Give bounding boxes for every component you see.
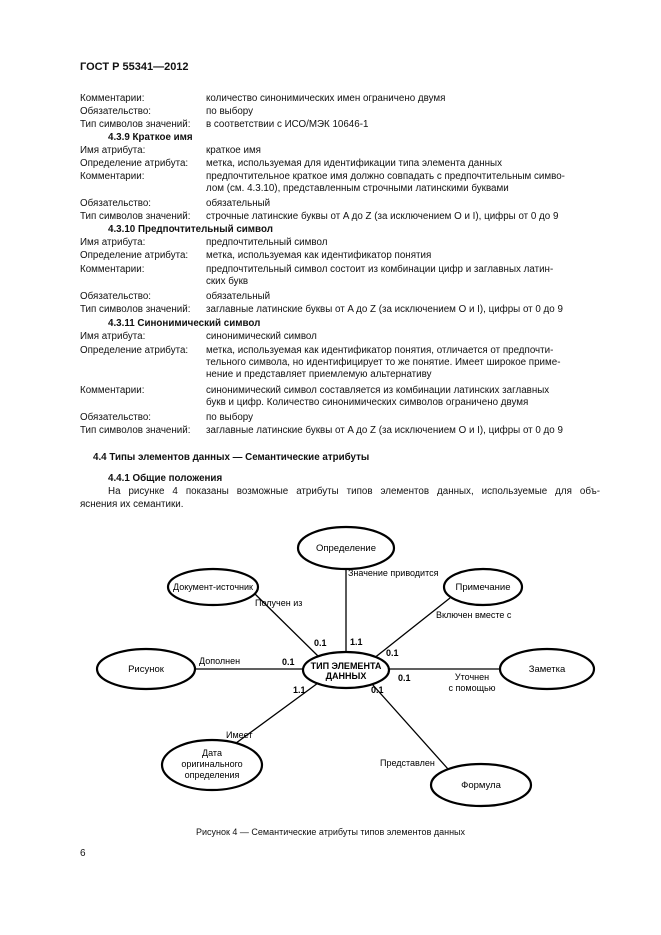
attr-value: строчные латинские буквы от A до Z (за исключением O и I), цифры от 0 до 9 [206, 211, 559, 222]
attr-value: заглавные латинские буквы от A до Z (за исключением O и I), цифры от 0 до 9 [206, 304, 563, 315]
node-original-date-label: определения [184, 770, 240, 780]
node-definition-label: Определение [315, 543, 377, 554]
edge-label: Уточнен [454, 672, 490, 682]
attr-value: метка, используемая как идентификатор понятия, отличается от предпочти- [206, 345, 554, 356]
node-figure-label: Рисунок [128, 664, 164, 675]
edge-label: Значение приводится [348, 568, 439, 578]
attr-value: по выбору [206, 412, 254, 423]
section-title-4-3-9: 4.3.9 Краткое имя [108, 132, 193, 143]
attr-value: заглавные латинские буквы от A до Z (за исключением O и I), цифры от 0 до 9 [206, 425, 563, 436]
attr-label: Имя атрибута: [80, 145, 146, 156]
node-source-doc-label: Документ-источник [173, 582, 253, 592]
edge-label: Включен вместе с [436, 610, 512, 620]
attr-value: в соответствии с ИСО/МЭК 10646-1 [206, 119, 369, 130]
attr-label: Тип символов значений: [80, 425, 191, 436]
attr-value: тельного символа, но идентифицирует то же понятие. Имеет широкое приме- [206, 357, 561, 368]
section-title-4-4: 4.4 Типы элементов данных — Семантические атрибуты [93, 452, 370, 463]
attr-label: Комментарии: [80, 264, 145, 275]
attr-label: Тип символов значений: [80, 119, 191, 130]
attr-label: Тип символов значений: [80, 211, 191, 222]
attr-value: краткое имя [206, 145, 261, 156]
section-title-4-3-10: 4.3.10 Предпочтительный символ [108, 224, 273, 235]
node-original-date-label: Дата [202, 748, 222, 758]
attr-value: предпочтительный символ [206, 237, 328, 248]
attr-value: метка, используемая для идентификации типа элемента данных [206, 158, 502, 169]
figure-caption: Рисунок 4 — Семантические атрибуты типов элементов данных [195, 827, 466, 837]
page-number: 6 [80, 848, 86, 859]
attr-value: количество синонимических имен ограничено двумя [206, 93, 446, 104]
multiplicity: 1.1 [293, 685, 306, 695]
node-formula-label: Формула [461, 780, 501, 791]
attr-value: синонимический символ составляется из комбинации латинских заглавных [206, 385, 550, 396]
section-title-4-4-1: 4.4.1 Общие положения [108, 473, 223, 484]
attr-label: Обязательство: [80, 198, 152, 209]
attr-label: Определение атрибута: [80, 250, 189, 261]
attr-value: предпочтительное краткое имя должно совпадать с предпочтительным симво- [206, 171, 565, 182]
attr-value: обязательный [206, 198, 271, 209]
edge-label: Получен из [255, 598, 303, 608]
attr-value: букв и цифр. Количество синонимических символов ограничено двумя [206, 397, 529, 408]
multiplicity: 0.1 [282, 657, 295, 667]
multiplicity: 0.1 [371, 685, 384, 695]
attr-label: Обязательство: [80, 291, 152, 302]
attr-value: метка, используемая как идентификатор понятия [206, 250, 432, 261]
attr-value: ских букв [206, 276, 249, 287]
edge-label: с помощью [448, 683, 496, 693]
attr-value: предпочтительный символ состоит из комбинации цифр и заглавных латин- [206, 264, 554, 275]
attr-label: Комментарии: [80, 171, 145, 182]
attr-value: по выбору [206, 106, 254, 117]
attr-value: синонимический символ [206, 331, 317, 342]
attr-label: Комментарии: [80, 93, 145, 104]
attr-label: Обязательство: [80, 106, 152, 117]
attr-label: Имя атрибута: [80, 331, 146, 342]
node-note-label: Примечание [455, 582, 511, 593]
edge-note [373, 598, 450, 659]
attr-label: Комментарии: [80, 385, 145, 396]
document-header: ГОСТ Р 55341—2012 [80, 61, 189, 73]
edge-label: Имеет [226, 730, 253, 740]
attr-label: Определение атрибута: [80, 345, 189, 356]
section-title-4-3-11: 4.3.11 Синонимический символ [108, 318, 261, 329]
attr-value: нение и представляет приемлемую альтернативу [206, 369, 432, 380]
node-center-label: ТИП ЭЛЕМЕНТА [310, 661, 382, 671]
edge-formula [372, 684, 448, 769]
paragraph-line: На рисунке 4 показаны возможные атрибуты типов элементов данных, используемые для объ- [108, 486, 600, 497]
node-remark-label: Заметка [528, 664, 566, 675]
node-center-label: ДАННЫХ [325, 671, 367, 681]
edge-label: Представлен [380, 758, 435, 768]
attr-label: Имя атрибута: [80, 237, 146, 248]
multiplicity: 0.1 [398, 673, 411, 683]
attr-value: обязательный [206, 291, 271, 302]
multiplicity: 0.1 [314, 638, 327, 648]
attr-label: Определение атрибута: [80, 158, 189, 169]
paragraph-line: яснения их семантики. [80, 499, 184, 510]
node-original-date-label: оригинального [181, 759, 243, 769]
multiplicity: 1.1 [350, 637, 363, 647]
multiplicity: 0.1 [386, 648, 399, 658]
edge-label: Дополнен [199, 656, 241, 666]
attr-label: Тип символов значений: [80, 304, 191, 315]
attr-label: Обязательство: [80, 412, 152, 423]
attr-value: лом (см. 4.3.10), представленным строчными латинскими буквами [206, 183, 509, 194]
